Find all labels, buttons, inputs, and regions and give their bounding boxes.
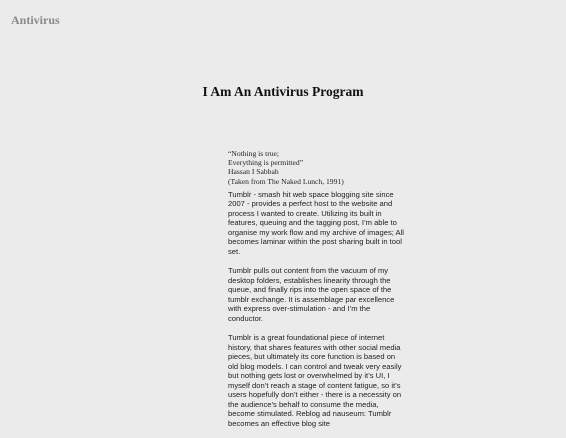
body-paragraph: Tumblr pulls out content from the vacuum of my desktop folders, establishes linearity through the queue, and finally rips into the open space of the tumblr exchange. It is assemblage par excellence with express over-stimulation - and I’m the conductor. [228,266,395,323]
quote-line: “Nothing is true; [228,149,280,158]
epigraph-quote [228,149,406,186]
quote-source: (Taken from The Naked Lunch, 1991) [228,176,344,186]
quote-attribution: Hassan I Sabbah [228,167,279,177]
body-paragraph: Tumblr - smash hit web space blogging site since 2007 - provides a perfect host to the website and process I wanted to create. Utilizing its built in features, queuing and the tagging post, I’m able to organise my work flow and my archive of images; All becomes laminar within the post sharing built in tool set. [228,189,404,256]
post-title: I Am An Antivirus Program [202,84,364,99]
quote-line: Everything is permitted” [228,158,304,168]
site-title-link[interactable]: Antivirus [11,13,60,27]
body-paragraph: Tumblr is a great foundational piece of internet history, that shares features with other social media pieces, but ultimately its core function is based on old blog models. I can control and tweak very easily but nothing gets lost or overwhelmed by it’s UI, I myself don’t reach a stage of content fatigue, so it’s users hopefully don’t either - there is a necessity on the audience’s behalf to consume the media, become stimulated. Reblog ad nauseum: Tumblr becomes an effective blog site [228,333,402,428]
post-body [228,149,406,438]
